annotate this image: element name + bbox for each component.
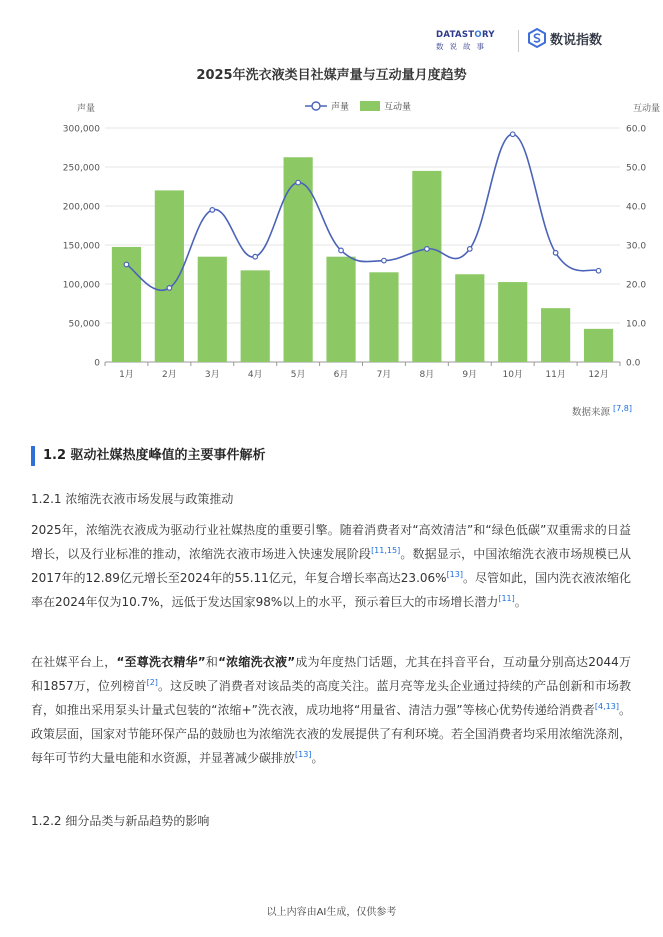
- line-point-1: [124, 262, 129, 267]
- x-tick-label: 4月: [247, 370, 263, 380]
- x-tick-label: 6月: [333, 370, 349, 380]
- citation[interactable]: [4,13]: [594, 702, 619, 711]
- legend-label-line: 声量: [331, 102, 350, 113]
- y-left-axis-title: 声量: [76, 104, 95, 114]
- y-right-tick-label: 10.0: [626, 319, 647, 330]
- x-tick-label: 8月: [419, 370, 435, 380]
- citation[interactable]: [11]: [498, 594, 515, 603]
- source-ref[interactable]: [7,8]: [613, 404, 632, 413]
- x-tick-label: 10月: [502, 370, 523, 380]
- line-point-12: [596, 268, 601, 273]
- x-tick-label: 9月: [462, 370, 478, 380]
- line-point-5: [296, 180, 301, 185]
- bar-8: [412, 171, 441, 362]
- data-source: 数据来源 [7,8]: [571, 404, 632, 419]
- bar-11: [541, 308, 570, 362]
- line-point-10: [510, 132, 515, 137]
- y-right-tick-label: 0.0: [626, 358, 641, 369]
- logo-divider: [518, 30, 519, 52]
- x-tick-label: 2月: [162, 370, 177, 380]
- index-brand-text: 数说指数: [550, 32, 603, 48]
- line-point-8: [425, 247, 430, 252]
- y-right-axis-title: 互动量: [632, 104, 660, 114]
- y-right-tick-label: 30.0: [626, 241, 647, 252]
- x-tick-label: 11月: [545, 370, 566, 380]
- citation[interactable]: [2]: [146, 678, 158, 687]
- line-point-9: [467, 247, 472, 252]
- bar-3: [198, 257, 227, 362]
- index-logo: [528, 28, 602, 48]
- y-left-tick-label: 50,000: [68, 319, 100, 330]
- line-point-4: [253, 254, 258, 259]
- y-right-tick-label: 40.0: [626, 202, 647, 213]
- paragraph-2: 在社媒平台上，“至尊洗衣精华”和“浓缩洗衣液”成为年度热门话题，尤其在抖音平台，互动量分别高达2044万和1857万，位列榜首[2]。这反映了消费者对该品类的高度关注。蓝月亮等龙头企业通过持续的产品创新和市场教育，如推出采用泵头计量式包装的“浓缩+”洗衣液，成功地将“用量省、清洁力强”等核心优势传递给消费者[4,13]。政策层面，国家对节能环保产品的鼓励也为浓缩洗衣液的发展提供了有利环境。若全国消费者均采用浓缩洗涤剂，每年可节约大量电能和水资源，并显著减少碳排放[13]。: [31, 655, 632, 765]
- combo-chart: [60, 94, 660, 384]
- citation[interactable]: [13]: [295, 750, 312, 759]
- y-right-tick-label: 20.0: [626, 280, 647, 291]
- legend-bar-swatch: [360, 101, 380, 111]
- y-left-tick-label: 150,000: [62, 241, 100, 252]
- legend-line-marker: [312, 102, 320, 110]
- x-tick-label: 12月: [588, 370, 609, 380]
- bar-9: [455, 274, 484, 362]
- legend-label-bar: 互动量: [384, 102, 412, 113]
- paragraph-1: 2025年，浓缩洗衣液成为驱动行业社媒热度的重要引擎。随着消费者对“高效清洁”和“绿色低碳”双重需求的日益增长，以及行业标准的推动，浓缩洗衣液市场进入快速发展阶段[11,15]。数据显示，中国浓缩洗衣液市场规模已从2017年的12.89亿元增长至2024年的55.11亿元，年复合增长率高达23.06%[13]。尽管如此，国内洗衣液浓缩化率在2024年仅为10.7%，远低于发达国家98%以上的水平，预示着巨大的市场增长潜力[11]。: [31, 523, 631, 609]
- y-left-tick-label: 200,000: [62, 202, 100, 213]
- x-tick-label: 5月: [290, 370, 306, 380]
- line-point-6: [339, 248, 344, 253]
- line-point-11: [553, 251, 558, 256]
- line-point-2: [167, 286, 172, 291]
- bar-6: [326, 257, 355, 362]
- line-point-3: [210, 208, 215, 213]
- hexagon-s-icon: [528, 28, 546, 48]
- y-right-tick-label: 50.0: [626, 163, 647, 174]
- datastory-logo: DATASTORY 数说故事: [436, 30, 495, 51]
- citation[interactable]: [13]: [446, 570, 463, 579]
- y-right-tick-label: 60.0: [626, 124, 647, 135]
- bar-10: [498, 282, 527, 362]
- x-tick-label: 7月: [376, 370, 392, 380]
- line-point-7: [382, 258, 387, 263]
- page-header: [0, 26, 663, 56]
- line-series-sound-volume: [126, 134, 598, 290]
- bar-12: [584, 329, 613, 362]
- y-left-tick-label: 300,000: [62, 124, 100, 135]
- bar-4: [241, 270, 270, 362]
- x-tick-label: 1月: [119, 370, 134, 380]
- bar-7: [369, 272, 398, 362]
- y-left-tick-label: 0: [94, 358, 100, 369]
- section-heading: 1.2 驱动社媒热度峰值的主要事件解析: [31, 446, 266, 466]
- footer-disclaimer: 以上内容由AI生成，仅供参考: [266, 907, 397, 918]
- subsection-title-2: 1.2.2 细分品类与新品趋势的影响: [31, 814, 210, 828]
- x-tick-label: 3月: [204, 370, 220, 380]
- chart-title: 2025年洗衣液类目社媒声量与互动量月度趋势: [196, 68, 467, 83]
- y-left-tick-label: 100,000: [62, 280, 100, 291]
- subsection-title-1: 1.2.1 浓缩洗衣液市场发展与政策推动: [31, 492, 234, 506]
- y-left-tick-label: 250,000: [62, 163, 100, 174]
- citation[interactable]: [11,15]: [371, 546, 401, 555]
